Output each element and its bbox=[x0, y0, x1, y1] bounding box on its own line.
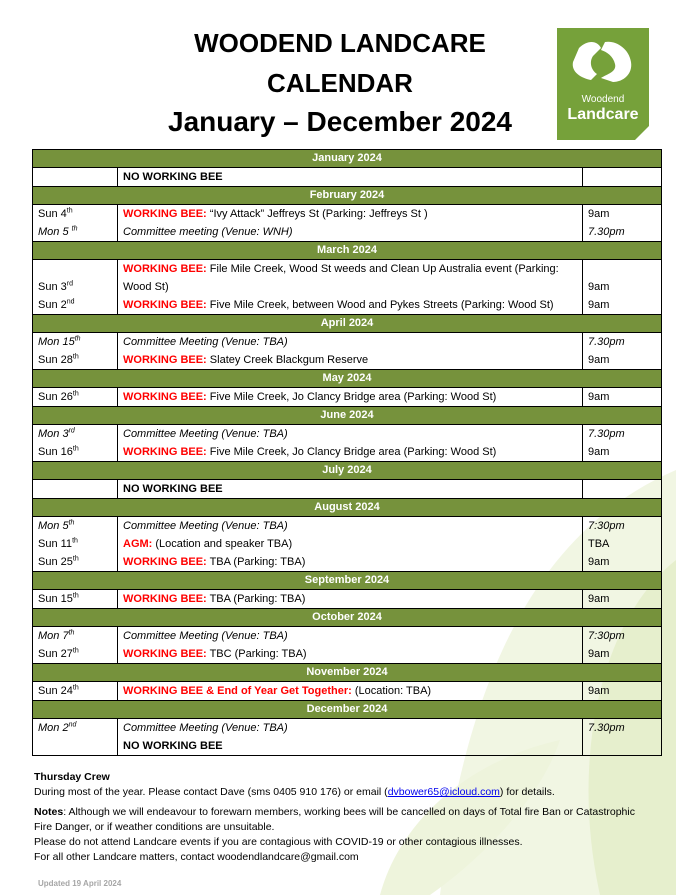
day-suffix: th bbox=[68, 629, 75, 637]
event-description bbox=[123, 425, 577, 443]
event-type-label: WORKING BEE: bbox=[123, 593, 207, 605]
event-cell bbox=[118, 590, 583, 609]
month-header-row bbox=[33, 499, 662, 517]
time-cell bbox=[583, 425, 662, 462]
month-header-row bbox=[33, 701, 662, 719]
month-header: July 2024 bbox=[33, 462, 662, 480]
day-text: Sun 28 bbox=[38, 354, 73, 366]
day-suffix: th bbox=[68, 519, 75, 527]
month-events-row bbox=[33, 425, 662, 462]
event-details: Five Mile Creek, Jo Clancy Bridge area (Parking: Wood St) bbox=[206, 391, 497, 403]
notes-label: Notes bbox=[34, 806, 64, 818]
event-date bbox=[38, 223, 112, 241]
event-time: 9am bbox=[588, 685, 610, 697]
event-cell bbox=[118, 682, 583, 701]
event-time: 9am bbox=[588, 593, 610, 605]
updated-date: Updated 19 April 2024 bbox=[38, 879, 122, 888]
event-date bbox=[38, 645, 112, 663]
day-suffix: th bbox=[72, 390, 79, 398]
event-description bbox=[123, 333, 577, 351]
month-header-row bbox=[33, 150, 662, 168]
month-header-row bbox=[33, 664, 662, 682]
event-time: 9am bbox=[588, 648, 610, 660]
month-header: August 2024 bbox=[33, 499, 662, 517]
event-description bbox=[123, 517, 577, 535]
event-details: File Mile Creek, Wood St weeds and Clean Up Australia event (Parking: Wood St) bbox=[123, 263, 559, 293]
event-details: Committee Meeting (Venue: TBA) bbox=[123, 428, 288, 440]
month-header: October 2024 bbox=[33, 609, 662, 627]
day-suffix: th bbox=[74, 335, 81, 343]
month-header: June 2024 bbox=[33, 407, 662, 425]
event-type-label: WORKING BEE: bbox=[123, 208, 207, 220]
month-header: January 2024 bbox=[33, 150, 662, 168]
covid-note: Please do not attend Landcare events if you are contagious with COVID-19 or other contagious illnesses. bbox=[34, 836, 523, 848]
month-header-row bbox=[33, 242, 662, 260]
month-header-row bbox=[33, 462, 662, 480]
time-cell bbox=[583, 480, 662, 499]
date-cell bbox=[33, 719, 118, 756]
date-cell bbox=[33, 517, 118, 572]
event-time: 9am bbox=[588, 354, 610, 366]
day-suffix: rd bbox=[68, 427, 75, 435]
day-suffix: th bbox=[71, 225, 78, 233]
event-time: 9am bbox=[588, 208, 610, 220]
month-header: November 2024 bbox=[33, 664, 662, 682]
time-cell bbox=[583, 333, 662, 370]
day-text: Mon 15 bbox=[38, 336, 75, 348]
crew-text-end: ) for details. bbox=[499, 786, 555, 798]
month-events-row bbox=[33, 388, 662, 407]
month-header-row bbox=[33, 609, 662, 627]
day-text: Sun 25 bbox=[38, 556, 73, 568]
time-cell bbox=[583, 260, 662, 315]
event-details: NO WORKING BEE bbox=[123, 483, 223, 495]
event-details: Five Mile Creek, between Wood and Pykes Streets (Parking: Wood St) bbox=[206, 299, 554, 311]
event-time: 9am bbox=[588, 299, 610, 311]
month-header: September 2024 bbox=[33, 572, 662, 590]
day-text: Mon 5 bbox=[38, 520, 69, 532]
event-cell bbox=[118, 517, 583, 572]
month-header-row bbox=[33, 572, 662, 590]
event-date bbox=[38, 627, 112, 645]
month-events-row bbox=[33, 333, 662, 370]
event-date bbox=[38, 278, 112, 296]
event-type-label: WORKING BEE: bbox=[123, 299, 207, 311]
event-type-label: WORKING BEE: bbox=[123, 556, 207, 568]
day-text: Sun 15 bbox=[38, 593, 73, 605]
date-cell bbox=[33, 682, 118, 701]
title-line-2: CALENDAR bbox=[267, 68, 413, 98]
day-suffix: th bbox=[72, 445, 79, 453]
month-header-row bbox=[33, 315, 662, 333]
day-text: Mon 3 bbox=[38, 428, 69, 440]
event-details: NO WORKING BEE bbox=[123, 740, 223, 752]
month-events-row bbox=[33, 517, 662, 572]
logo-text-landcare: Landcare bbox=[567, 106, 639, 123]
event-time bbox=[588, 168, 656, 186]
event-date bbox=[38, 205, 112, 223]
month-events-row bbox=[33, 627, 662, 664]
day-suffix: th bbox=[72, 353, 79, 361]
thursday-crew-heading: Thursday Crew bbox=[34, 771, 110, 783]
crew-text: During most of the year. Please contact Dave (sms 0405 910 176) or email ( bbox=[34, 786, 388, 798]
crew-email-link[interactable]: dvbower65@icloud.com bbox=[387, 786, 500, 798]
event-date bbox=[38, 168, 112, 186]
day-text: Sun 3 bbox=[38, 281, 67, 293]
event-description bbox=[123, 590, 577, 608]
event-description bbox=[123, 737, 577, 755]
event-details: Slatey Creek Blackgum Reserve bbox=[206, 354, 369, 366]
event-type-label: WORKING BEE: bbox=[123, 354, 207, 366]
date-cell bbox=[33, 627, 118, 664]
event-date bbox=[38, 443, 112, 461]
event-date bbox=[38, 351, 112, 369]
event-time: 9am bbox=[588, 446, 610, 458]
event-cell bbox=[118, 425, 583, 462]
time-cell bbox=[583, 205, 662, 242]
day-suffix: nd bbox=[68, 721, 77, 729]
event-time: 7.30pm bbox=[588, 722, 625, 734]
event-time bbox=[588, 480, 656, 498]
title-line-1: WOODEND LANDCARE bbox=[194, 28, 486, 58]
event-time: 7:30pm bbox=[588, 630, 625, 642]
time-cell bbox=[583, 719, 662, 756]
event-details: (Location: TBA) bbox=[351, 685, 432, 697]
event-description bbox=[123, 388, 577, 406]
event-cell bbox=[118, 205, 583, 242]
thursday-crew-text bbox=[34, 785, 654, 800]
day-text: Sun 2 bbox=[38, 299, 67, 311]
event-cell bbox=[118, 168, 583, 187]
month-header-row bbox=[33, 407, 662, 425]
event-details: Five Mile Creek, Jo Clancy Bridge area (Parking: Wood St) bbox=[206, 446, 497, 458]
day-text: Mon 7 bbox=[38, 630, 69, 642]
event-description bbox=[123, 443, 577, 461]
day-suffix: nd bbox=[66, 298, 75, 306]
day-suffix: th bbox=[72, 647, 79, 655]
event-type-label: WORKING BEE: bbox=[123, 391, 207, 403]
event-type-label: AGM: bbox=[123, 538, 153, 550]
time-cell bbox=[583, 517, 662, 572]
month-events-row bbox=[33, 682, 662, 701]
month-header-row bbox=[33, 370, 662, 388]
month-events-row bbox=[33, 590, 662, 609]
event-time: TBA bbox=[588, 538, 610, 550]
day-text: Sun 27 bbox=[38, 648, 73, 660]
event-date bbox=[38, 553, 112, 571]
date-cell bbox=[33, 480, 118, 499]
logo-text-woodend: Woodend bbox=[581, 94, 625, 105]
month-header: March 2024 bbox=[33, 242, 662, 260]
event-details: Committee Meeting (Venue: TBA) bbox=[123, 630, 288, 642]
event-details: Committee Meeting (Venue: TBA) bbox=[123, 520, 288, 532]
event-description bbox=[123, 351, 577, 369]
day-suffix: th bbox=[72, 555, 79, 563]
event-date bbox=[38, 682, 112, 700]
event-description bbox=[123, 719, 577, 737]
event-details: “Ivy Attack” Jeffreys St (Parking: Jeffreys St ) bbox=[206, 208, 428, 220]
event-date bbox=[38, 535, 112, 553]
month-events-row bbox=[33, 168, 662, 187]
event-details: Committee meeting (Venue: WNH) bbox=[123, 226, 293, 238]
event-time: 7:30pm bbox=[588, 520, 625, 532]
date-cell bbox=[33, 425, 118, 462]
time-cell bbox=[583, 388, 662, 407]
event-date bbox=[38, 737, 112, 755]
day-text: Mon 5 bbox=[38, 226, 72, 238]
month-events-row bbox=[33, 719, 662, 756]
date-cell bbox=[33, 333, 118, 370]
title-line-3: January – December 2024 bbox=[168, 106, 512, 137]
event-cell bbox=[118, 480, 583, 499]
month-header-row bbox=[33, 187, 662, 205]
event-description bbox=[123, 168, 577, 186]
event-date bbox=[38, 388, 112, 406]
day-text: Sun 4 bbox=[38, 208, 67, 220]
time-cell bbox=[583, 682, 662, 701]
event-cell bbox=[118, 719, 583, 756]
event-date bbox=[38, 425, 112, 443]
event-date bbox=[38, 517, 112, 535]
event-cell bbox=[118, 388, 583, 407]
day-suffix: th bbox=[72, 684, 79, 692]
notes-paragraph bbox=[34, 805, 654, 835]
event-time: 7.30pm bbox=[588, 428, 625, 440]
event-time: 9am bbox=[588, 556, 610, 568]
event-cell bbox=[118, 627, 583, 664]
event-description bbox=[123, 627, 577, 645]
event-description bbox=[123, 553, 577, 571]
event-description bbox=[123, 205, 577, 223]
day-text: Mon 2 bbox=[38, 722, 69, 734]
event-date bbox=[38, 296, 112, 314]
month-events-row bbox=[33, 260, 662, 315]
month-header: December 2024 bbox=[33, 701, 662, 719]
notes-text: : Although we will endeavour to forewarn members, working bees will be cancelled on days of Total fire Ban or Catastrophic Fire Danger, or if weather conditions are unsuitable. bbox=[34, 806, 635, 833]
event-time: 7.30pm bbox=[588, 226, 625, 238]
event-description bbox=[123, 223, 577, 241]
event-details: TBA (Parking: TBA) bbox=[206, 593, 306, 605]
event-type-label: WORKING BEE: bbox=[123, 446, 207, 458]
day-text: Sun 16 bbox=[38, 446, 73, 458]
day-text: Sun 11 bbox=[38, 538, 73, 550]
event-details: Committee Meeting (Venue: TBA) bbox=[123, 722, 288, 734]
time-cell bbox=[583, 627, 662, 664]
event-type-label: WORKING BEE: bbox=[123, 263, 207, 275]
day-text: Sun 24 bbox=[38, 685, 73, 697]
event-time: 7.30pm bbox=[588, 336, 625, 348]
event-details: Committee Meeting (Venue: TBA) bbox=[123, 336, 288, 348]
event-date bbox=[38, 590, 112, 608]
day-suffix: th bbox=[66, 207, 73, 215]
event-details: TBC (Parking: TBA) bbox=[206, 648, 307, 660]
landcare-logo bbox=[557, 28, 649, 140]
event-details: NO WORKING BEE bbox=[123, 171, 223, 183]
event-description bbox=[123, 645, 577, 663]
event-description bbox=[123, 682, 577, 700]
event-description bbox=[123, 535, 577, 553]
day-suffix: rd bbox=[66, 280, 73, 288]
time-cell bbox=[583, 168, 662, 187]
event-time: 9am bbox=[588, 391, 610, 403]
calendar-table bbox=[32, 149, 662, 756]
event-description bbox=[123, 296, 577, 314]
event-time: 9am bbox=[588, 281, 610, 293]
date-cell bbox=[33, 168, 118, 187]
day-suffix: th bbox=[72, 592, 79, 600]
event-description bbox=[123, 260, 577, 296]
event-details: TBA (Parking: TBA) bbox=[206, 556, 306, 568]
event-details: (Location and speaker TBA) bbox=[152, 538, 293, 550]
month-header: May 2024 bbox=[33, 370, 662, 388]
event-type-label: WORKING BEE: bbox=[123, 648, 207, 660]
month-header: April 2024 bbox=[33, 315, 662, 333]
event-date bbox=[38, 333, 112, 351]
event-date bbox=[38, 719, 112, 737]
event-description bbox=[123, 480, 577, 498]
time-cell bbox=[583, 590, 662, 609]
contact-note: For all other Landcare matters, contact woodendlandcare@gmail.com bbox=[34, 851, 359, 863]
event-cell bbox=[118, 333, 583, 370]
date-cell bbox=[33, 590, 118, 609]
event-date bbox=[38, 480, 112, 498]
date-cell bbox=[33, 205, 118, 242]
date-cell bbox=[33, 388, 118, 407]
footer-notes bbox=[34, 770, 654, 865]
event-time bbox=[588, 737, 656, 755]
month-events-row bbox=[33, 480, 662, 499]
date-cell bbox=[33, 260, 118, 315]
month-events-row bbox=[33, 205, 662, 242]
month-header: February 2024 bbox=[33, 187, 662, 205]
day-suffix: th bbox=[72, 537, 78, 545]
day-text: Sun 26 bbox=[38, 391, 73, 403]
event-cell bbox=[118, 260, 583, 315]
event-type-label: WORKING BEE & End of Year Get Together: bbox=[123, 685, 352, 697]
